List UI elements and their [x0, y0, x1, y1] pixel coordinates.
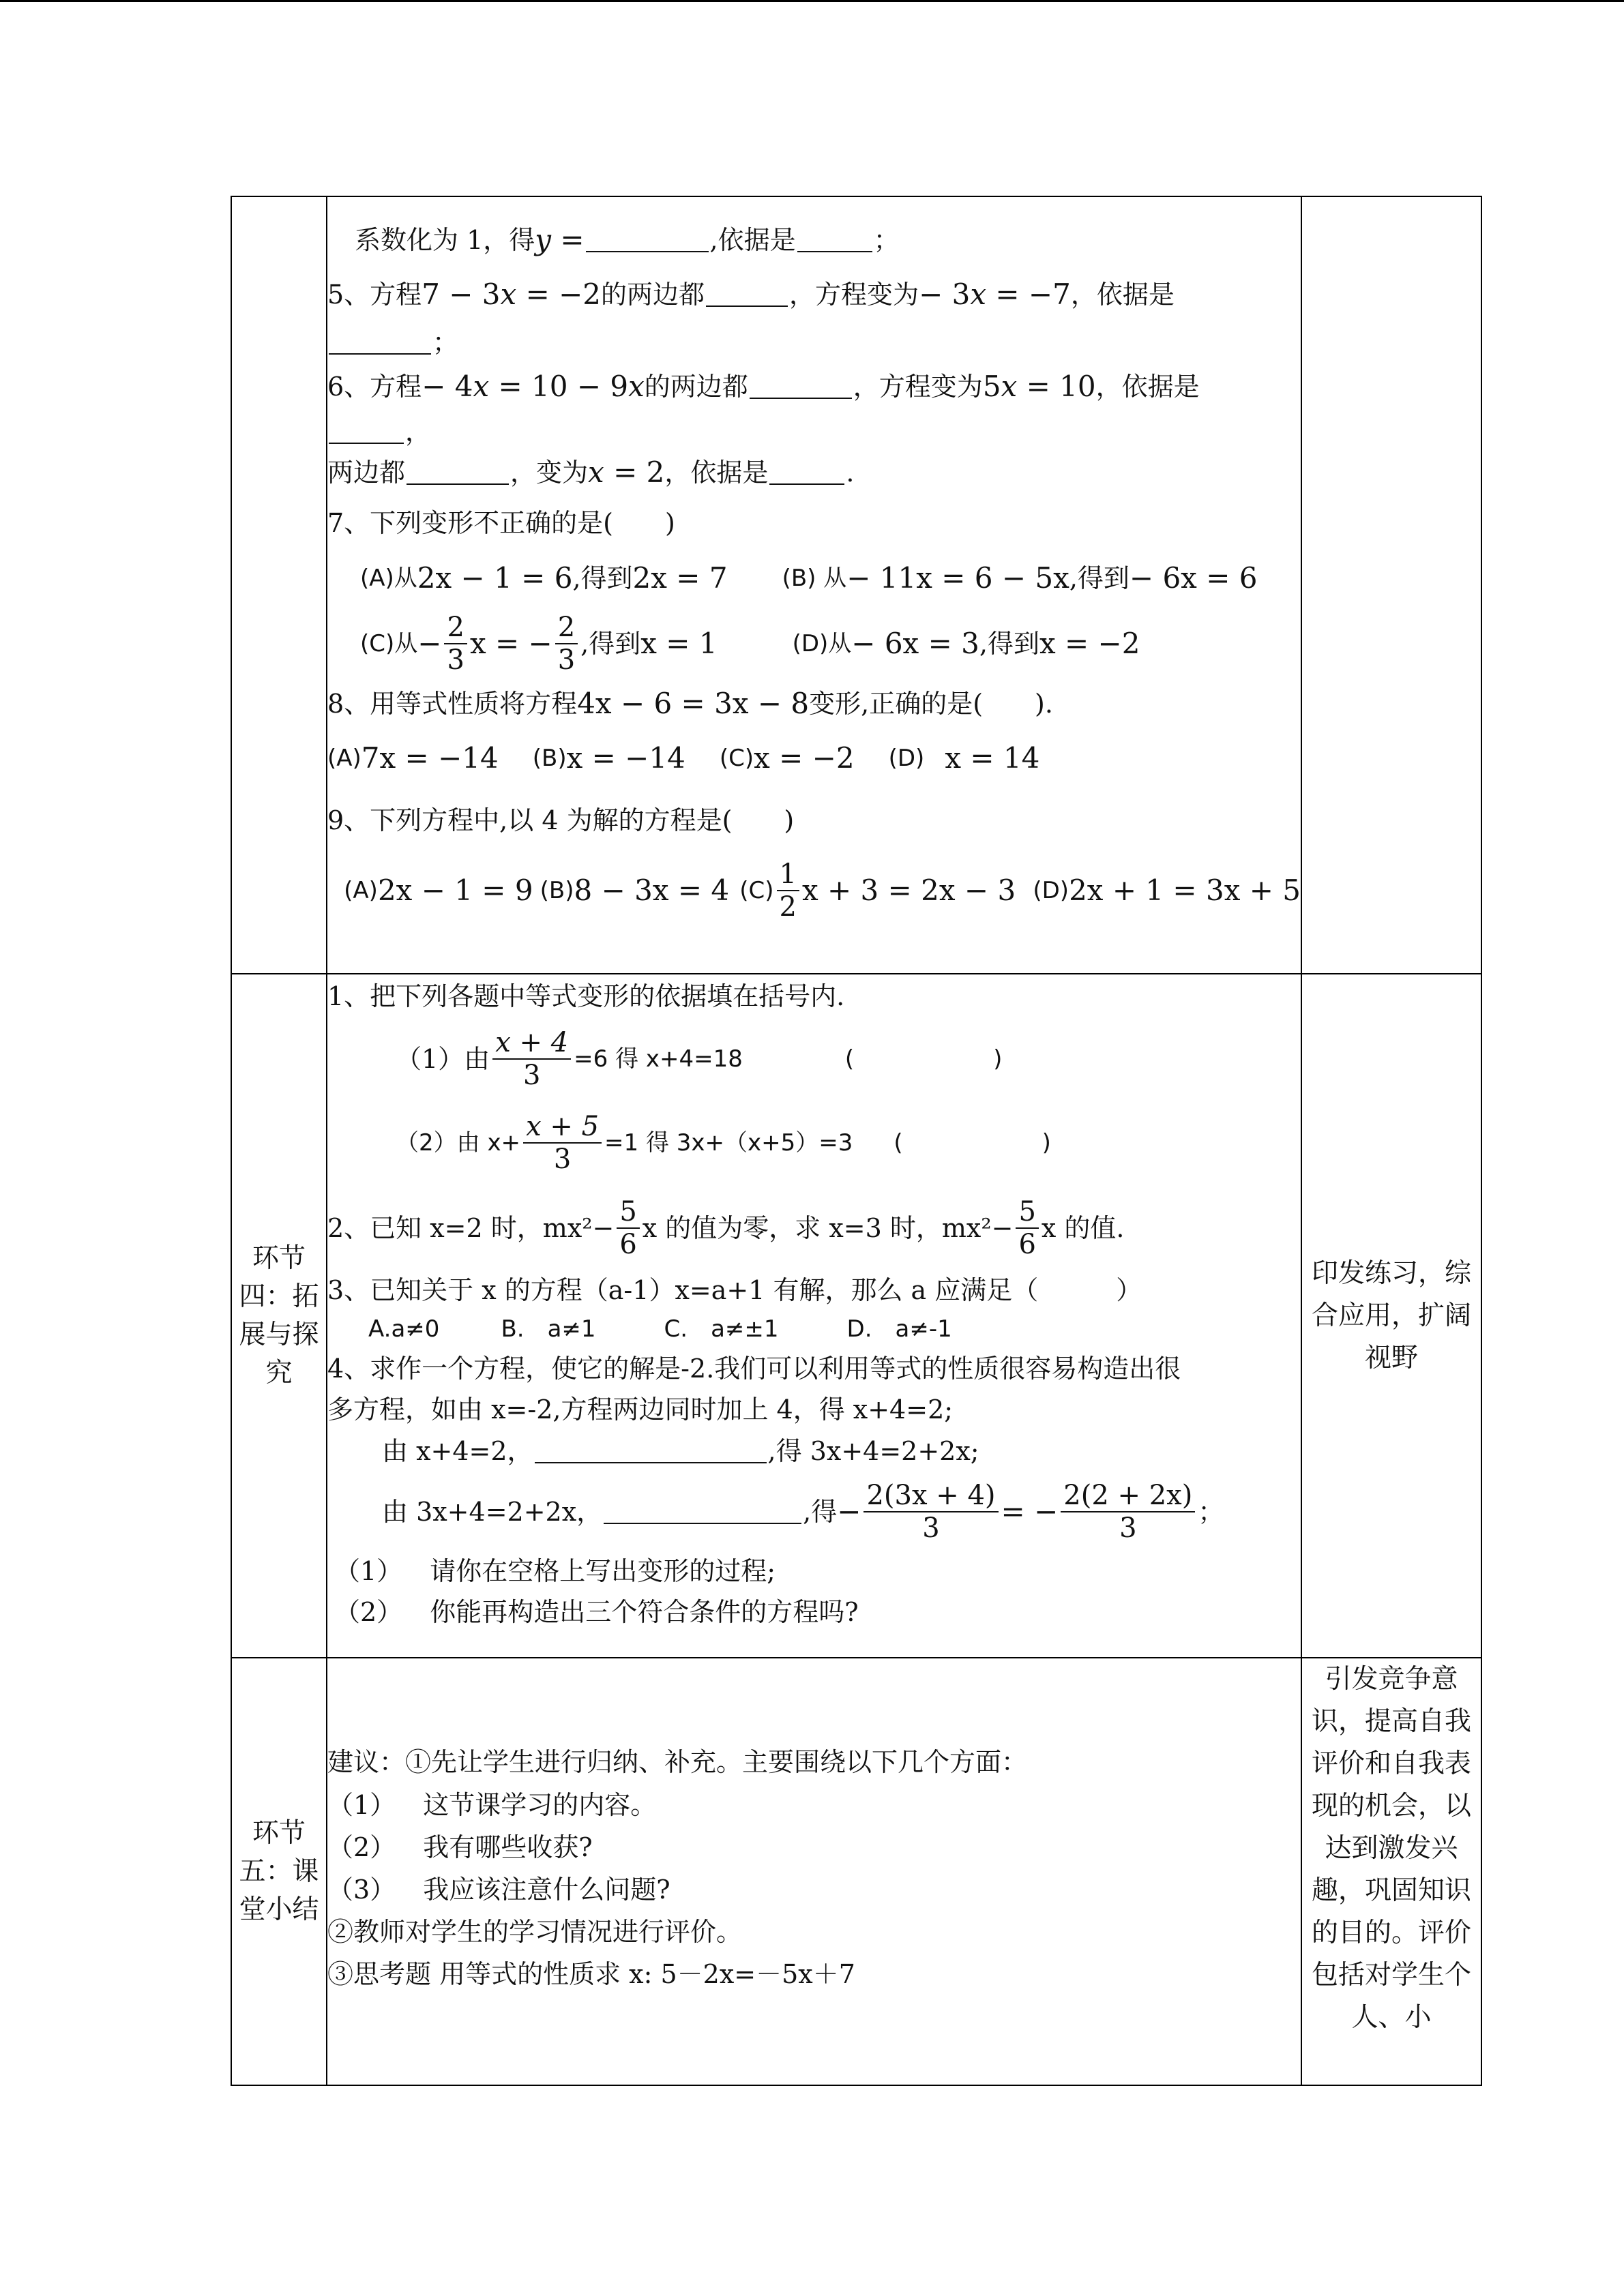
note-cell: 印发练习，综合应用，扩阔视野	[1301, 974, 1481, 1658]
summary-line: ②教师对学生的学习情况进行评价。	[327, 1917, 743, 1947]
q5: 5、方程 7 − 3x = −2 的两边都 ，方程变为 − 3x = −7 ，依据是	[327, 278, 1175, 311]
summary-cell	[327, 1658, 1301, 2085]
exercise-cell	[327, 196, 1301, 974]
fraction: $\frac{5}{6}$	[1016, 1196, 1038, 1260]
stage-cell-empty	[231, 196, 327, 974]
answer-blank[interactable]	[750, 374, 852, 399]
task-1-b: （2）由 x+ $\frac{x + 5}{3}$ =1 得 3x+（x+5）=3 ( )	[396, 1111, 1051, 1175]
task-4: 4、求作一个方程，使它的解是-2.我们可以利用等式的性质很容易构造出很	[327, 1354, 1181, 1384]
task-1: 1、把下列各题中等式变形的依据填在括号内.	[327, 981, 845, 1011]
fraction: $\frac{5}{6}$	[617, 1196, 639, 1260]
answer-blank[interactable]	[329, 330, 431, 355]
table-row	[231, 1658, 1481, 2085]
note-cell: 引发竞争意识，提高自我评价和自我表现的机会，以达到激发兴趣，巩固知识的目的。评价包括对学生个人、小	[1301, 1658, 1481, 2085]
stage-label: 环节四：拓展与探究	[231, 974, 327, 1658]
q7-options-ab: (A)从 2x − 1 = 6 ,得到 2x = 7 (B) 从 − 11x = 6 − 5x ,得到 − 6x = 6	[360, 561, 1258, 595]
task-3-options: A.a≠0 B. a≠1 C. a≠±1 D. a≠-1	[368, 1315, 952, 1343]
q6: 6、方程 − 4x = 10 − 9x 的两边都 ，方程变为 5x = 10 ，依据是	[327, 370, 1200, 403]
q7: 7、下列变形不正确的是( )	[327, 508, 675, 538]
task-4-cont: 多方程，如由 x=-2,方程两边同时加上 4，得 x+4=2;	[327, 1395, 954, 1425]
task-1-a: （1）由 $\frac{x + 4}{3}$ =6 得 x+4=18 ( )	[396, 1027, 1003, 1091]
summary-line: （1） 这节课学习的内容。	[327, 1790, 657, 1820]
fraction: $\frac{2(2 + 2x)}{3}$	[1061, 1480, 1195, 1544]
answer-blank[interactable]	[797, 228, 872, 252]
q7-options-cd: (C)从 − $\frac{2}{3}$ x = − $\frac{2}{3}$ ,得到 x = 1 (D)从 − 6x = 3 ,得到 x = −2	[360, 612, 1140, 676]
q6-cont-2: 两边都 ，变为 x = 2 ，依据是 .	[327, 456, 855, 489]
answer-blank[interactable]	[604, 1500, 801, 1524]
q9-options: (A) 2x − 1 = 9 (B) 8 − 3x = 4 (C) $\frac{1}{2}$ x + 3 = 2x − 3 (D) 2x + 1 = 3x + 5	[344, 859, 1301, 923]
fraction: $\frac{x + 4}{3}$	[492, 1027, 571, 1091]
fraction: $\frac{2}{3}$	[555, 612, 578, 676]
q9: 9、下列方程中,以 4 为解的方程是( )	[327, 805, 795, 835]
summary-line: 建议：①先让学生进行归纳、补充。主要围绕以下几个方面：	[327, 1747, 1028, 1777]
task-4-step1: 由 x+4=2， ,得 3x+4=2+2x;	[382, 1436, 979, 1466]
task-4-q1: （1） 请你在空格上写出变形的过程;	[334, 1556, 776, 1586]
answer-blank[interactable]	[535, 1439, 767, 1463]
table-row	[231, 196, 1481, 974]
fraction: $\frac{1}{2}$	[777, 859, 799, 923]
table-row	[231, 974, 1481, 1658]
summary-line: （2） 我有哪些收获?	[327, 1832, 593, 1862]
q6-cont-1: ，	[327, 414, 1301, 449]
fraction: $\frac{x + 5}{3}$	[523, 1111, 602, 1175]
fraction: $\frac{2(3x + 4)}{3}$	[863, 1480, 998, 1544]
answer-blank[interactable]	[706, 282, 788, 307]
task-2: 2、已知 x=2 时，mx²− $\frac{5}{6}$ x 的值为零，求 x=3 时，mx²− $\frac{5}{6}$ x 的值.	[327, 1196, 1125, 1260]
answer-blank[interactable]	[329, 419, 404, 444]
q4-continuation: 系数化为 1，得 y = ,依据是 ；	[355, 223, 900, 256]
exercise-cell	[327, 974, 1301, 1658]
answer-blank[interactable]	[407, 460, 509, 485]
q8-options: (A) 7x = −14 (B) x = −14 (C) x = −2 (D) x = 14	[327, 741, 1040, 775]
summary-line: ③思考题 用等式的性质求 x: 5－2x=－5x＋7	[327, 1959, 855, 1989]
task-4-step2: 由 3x+4=2+2x， ,得 − $\frac{2(3x + 4)}{3}$ = − $\frac{2(2 + 2x)}{3}$ ；	[382, 1479, 1224, 1544]
note-cell-empty	[1301, 196, 1481, 974]
task-4-q2: （2） 你能再构造出三个符合条件的方程吗?	[334, 1597, 859, 1627]
answer-blank[interactable]	[769, 460, 844, 485]
q8: 8、用等式性质将方程 4x − 6 = 3x − 8 变形,正确的是( ).	[327, 687, 1053, 720]
stage-label: 环节五：课堂小结	[231, 1658, 327, 2085]
page-top-border	[0, 0, 1624, 2]
summary-line: （3） 我应该注意什么问题?	[327, 1875, 670, 1905]
fraction: $\frac{2}{3}$	[444, 612, 467, 676]
answer-blank[interactable]	[586, 228, 709, 252]
lesson-plan-table	[231, 196, 1482, 2086]
q5-cont: ；	[327, 325, 1301, 359]
task-3: 3、已知关于 x 的方程（a-1）x=a+1 有解，那么 a 应满足（ ）	[327, 1275, 1142, 1305]
